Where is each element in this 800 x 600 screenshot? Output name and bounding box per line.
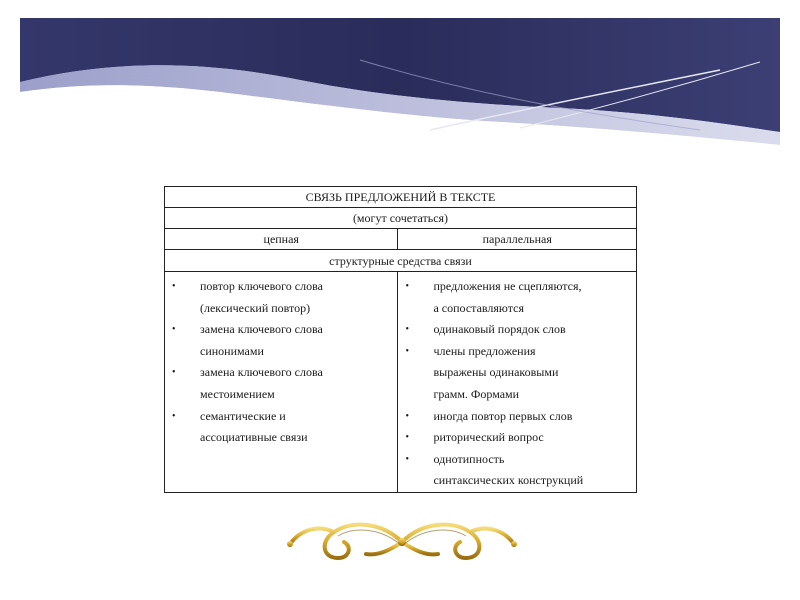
chain-means-list <box>165 272 397 449</box>
bullet-icon: • <box>405 324 409 336</box>
bullet-icon: • <box>172 367 176 379</box>
bullet-icon: • <box>172 324 176 336</box>
bullet-icon: • <box>405 281 409 292</box>
column-header-chain: цепная <box>165 229 398 250</box>
header-wave-band <box>0 0 800 150</box>
chain-means-cell <box>165 272 398 493</box>
list-item: • повтор ключевого слова (лексический повтор) <box>171 276 393 319</box>
list-item: • риторический вопрос <box>404 427 632 449</box>
table-note: (могут сочетаться) <box>165 208 637 229</box>
list-item: • однотипность синтаксических конструкций <box>404 449 632 492</box>
list-item: • семантические и ассоциативные связи <box>171 406 393 449</box>
list-item: • члены предложения выражены одинаковыми грамм. Формами <box>404 341 632 406</box>
bullet-icon: • <box>405 453 409 465</box>
bullet-icon: • <box>172 281 176 292</box>
bullet-icon: • <box>405 345 409 357</box>
wave-band-icon <box>0 0 800 150</box>
table-title: СВЯЗЬ ПРЕДЛОЖЕНИЙ В ТЕКСТЕ <box>165 187 637 208</box>
list-item: • замена ключевого слова синонимами <box>171 319 393 362</box>
list-item: • одинаковый порядок слов <box>404 319 632 341</box>
parallel-means-list <box>398 272 636 492</box>
means-header: структурные средства связи <box>165 250 637 272</box>
list-item: • предложения не сцепляются, а сопоставляются <box>404 276 632 319</box>
parallel-means-cell <box>398 272 637 493</box>
bullet-icon: • <box>172 410 176 422</box>
list-item: • иногда повтор первых слов <box>404 406 632 428</box>
list-item: • замена ключевого слова местоимением <box>171 362 393 405</box>
bullet-icon: • <box>405 432 409 444</box>
bullet-icon: • <box>405 410 409 422</box>
gold-scroll-ornament <box>282 510 522 570</box>
sentence-linking-table <box>164 186 637 493</box>
scroll-ornament-icon <box>282 510 522 570</box>
column-header-parallel: параллельная <box>398 229 637 250</box>
